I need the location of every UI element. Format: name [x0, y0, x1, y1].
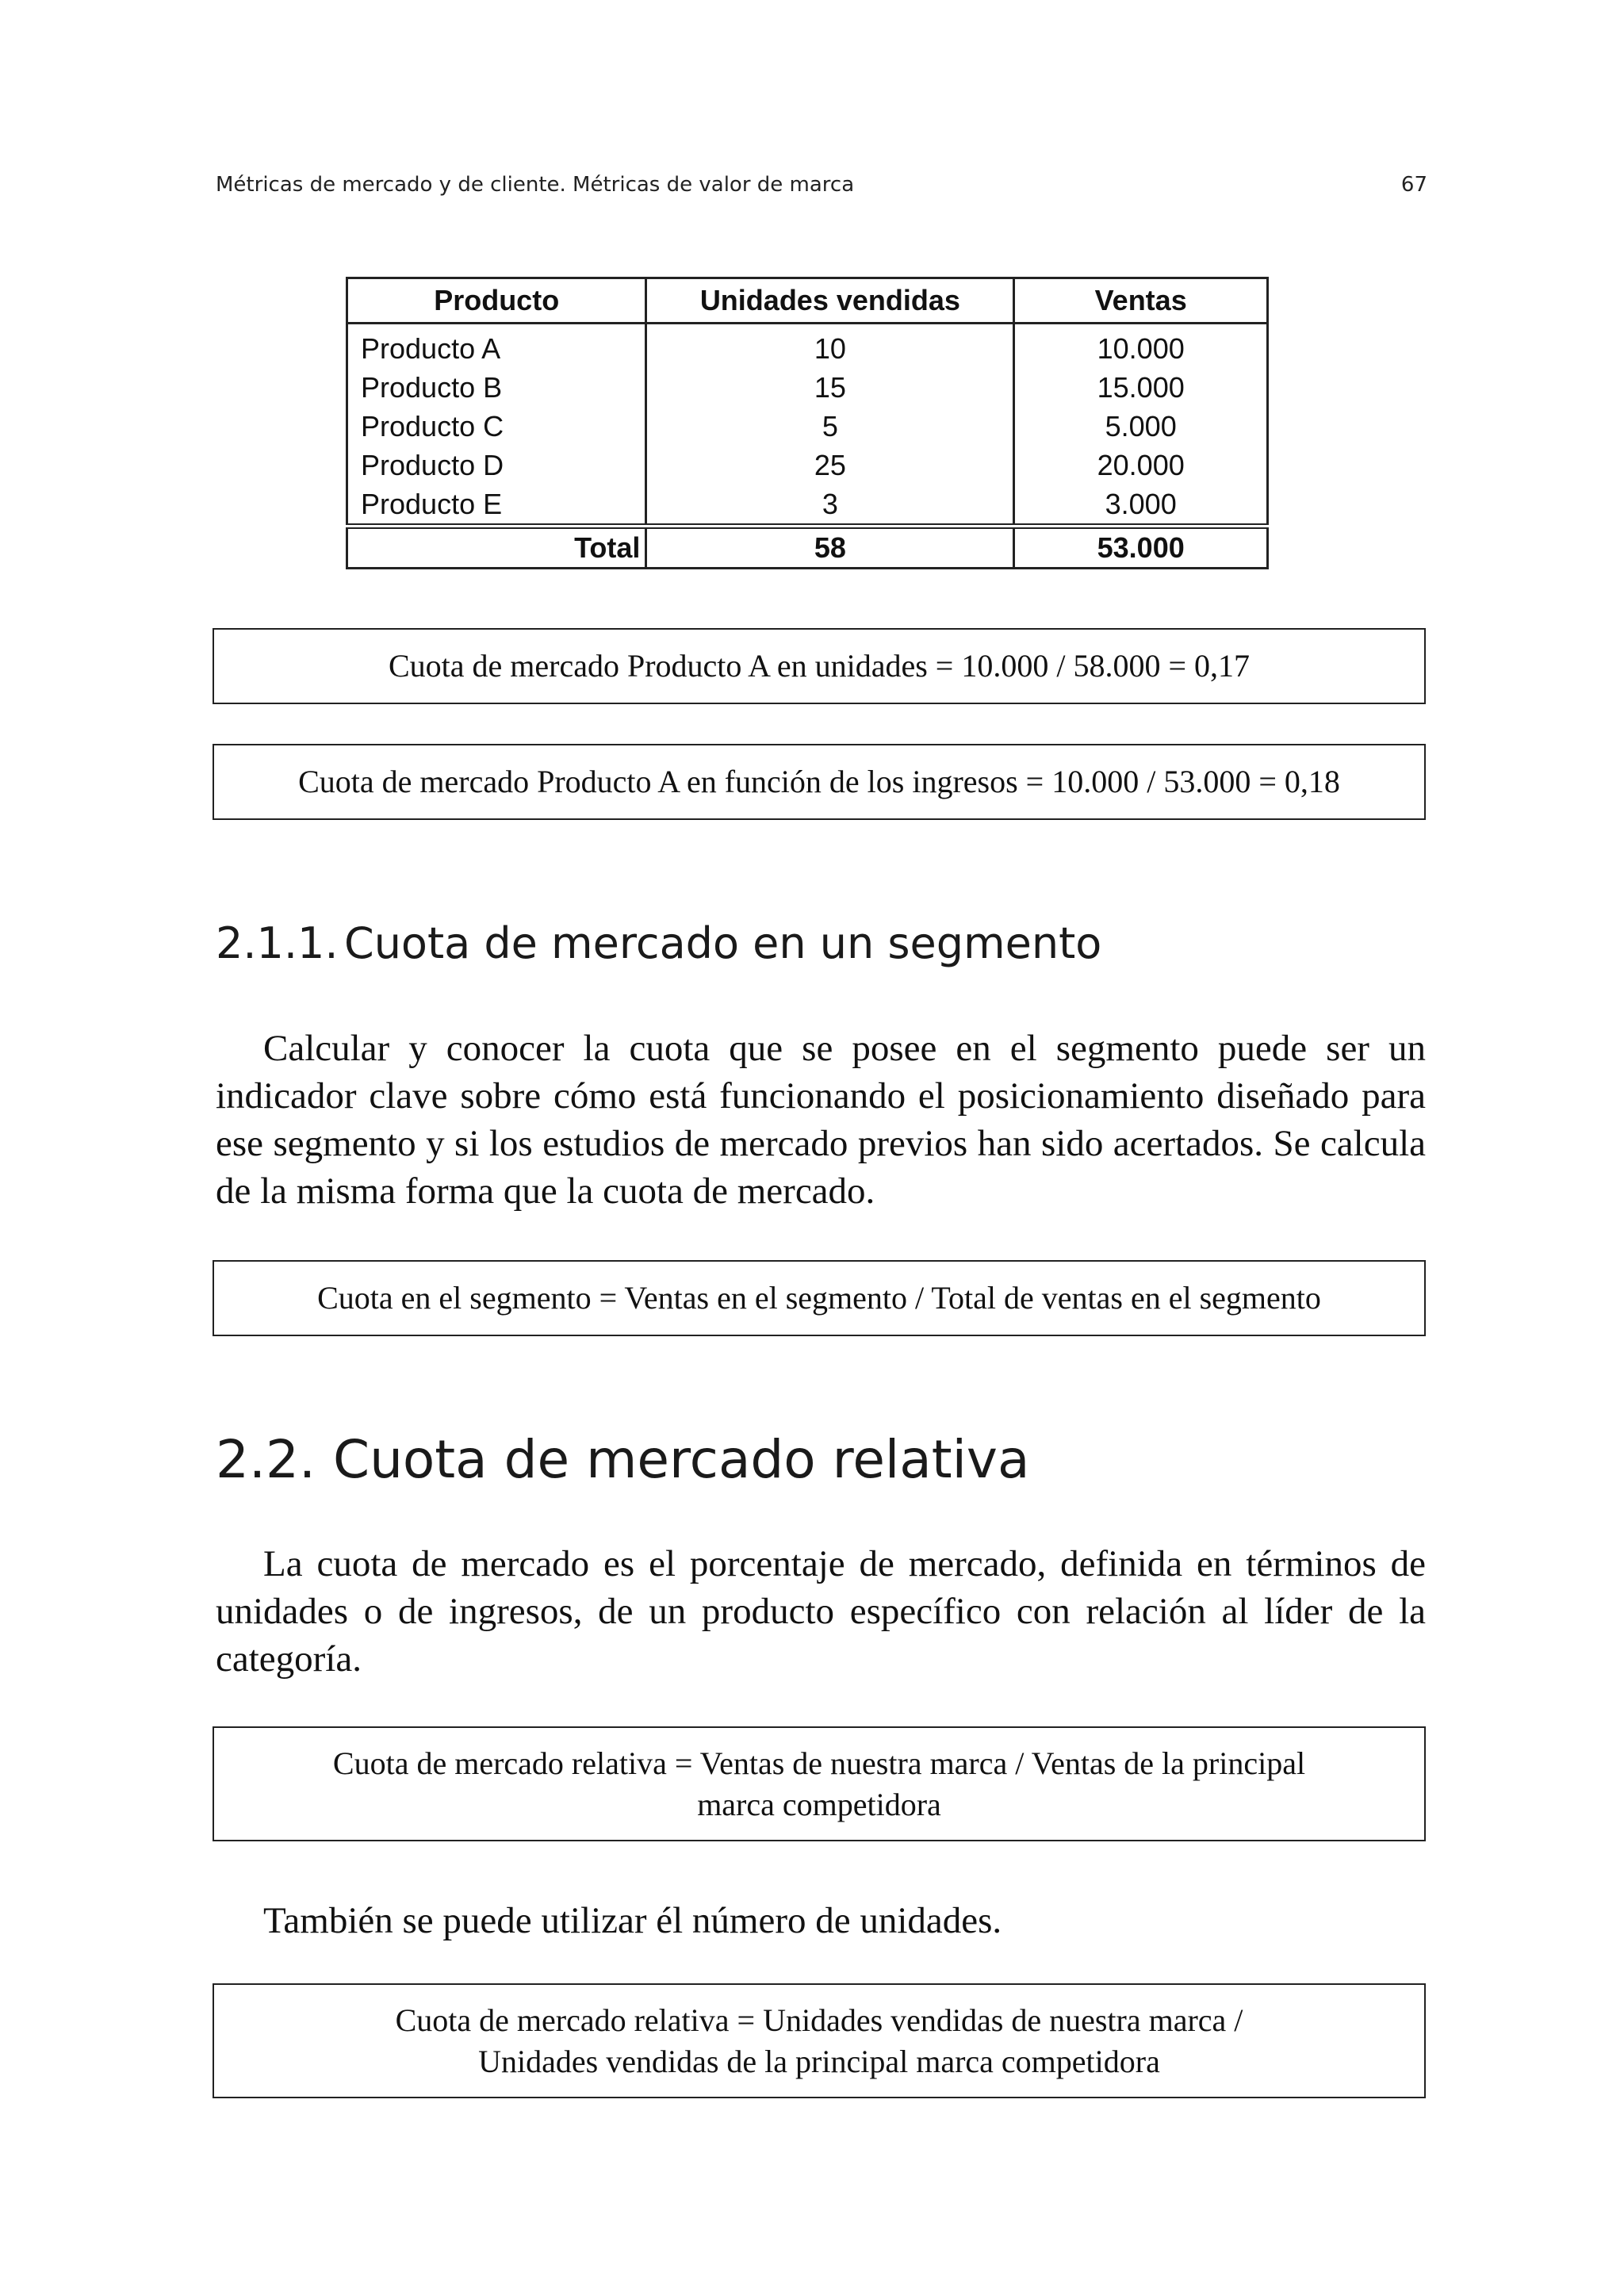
product-cell: Producto C [347, 407, 646, 446]
units-cell: 3 [646, 485, 1014, 527]
section-number: 2.1.1. [216, 918, 339, 968]
formula-box-segment-share [213, 1260, 1426, 1336]
sales-cell: 10.000 [1014, 324, 1268, 369]
table-row [347, 446, 1268, 485]
section-title: Cuota de mercado en un segmento [344, 918, 1102, 968]
units-cell: 10 [646, 324, 1014, 369]
formula-box-relative-units [213, 1983, 1426, 2098]
formula-box-relative-sales [213, 1726, 1426, 1841]
formula-text: Cuota de mercado relativa = Ventas de nuestra marca / Ventas de la principal marca competidora [332, 1745, 1306, 1822]
units-note: También se puede utilizar él número de unidades. [263, 1900, 1002, 1941]
sales-cell: 15.000 [1014, 368, 1268, 407]
units-cell: 15 [646, 368, 1014, 407]
table-row [347, 324, 1268, 369]
total-label: Total [347, 527, 646, 569]
page-number: 67 [1400, 173, 1427, 197]
running-header [216, 173, 1427, 197]
section-heading-segment [216, 918, 1101, 968]
table-row [347, 368, 1268, 407]
total-sales: 53.000 [1014, 527, 1268, 569]
table-total-row [347, 527, 1268, 569]
formula-text: Cuota de mercado Producto A en unidades = 10.000 / 58.000 = 0,17 [388, 648, 1251, 684]
total-units: 58 [646, 527, 1014, 569]
formula-box-share-units [213, 628, 1426, 704]
section-number: 2.2. [216, 1429, 316, 1490]
formula-text: Cuota de mercado relativa = Unidades vendidas de nuestra marca / Unidades vendidas de la principal marca competidora [395, 2002, 1243, 2079]
running-title: Métricas de mercado y de cliente. Métricas de valor de marca [216, 173, 855, 197]
formula-text: Cuota en el segmento = Ventas en el segmento / Total de ventas en el segmento [317, 1280, 1321, 1316]
product-cell: Producto A [347, 324, 646, 369]
column-header-units: Unidades vendidas [646, 278, 1014, 324]
sales-cell: 20.000 [1014, 446, 1268, 485]
section-title: Cuota de mercado relativa [333, 1429, 1030, 1490]
product-cell: Producto B [347, 368, 646, 407]
table-row [347, 407, 1268, 446]
units-cell: 5 [646, 407, 1014, 446]
sales-cell: 5.000 [1014, 407, 1268, 446]
formula-box-share-revenue [213, 744, 1426, 820]
product-cell: Producto D [347, 446, 646, 485]
column-header-product: Producto [347, 278, 646, 324]
sales-table [346, 277, 1269, 569]
table-row [347, 485, 1268, 527]
relative-paragraph: La cuota de mercado es el porcentaje de mercado, definida en términos de unidades o de ingresos, de un producto específico con relación al líder de la categoría. [216, 1543, 1426, 1680]
product-cell: Producto E [347, 485, 646, 527]
section-heading-relative [216, 1429, 1029, 1490]
sales-cell: 3.000 [1014, 485, 1268, 527]
formula-text: Cuota de mercado Producto A en función de los ingresos = 10.000 / 53.000 = 0,18 [298, 764, 1340, 799]
units-cell: 25 [646, 446, 1014, 485]
segment-paragraph: Calcular y conocer la cuota que se posee en el segmento puede ser un indicador clave sobre cómo está funcionando el posicionamiento diseñado para ese segmento y si los estudios de mercado previos han sido acertados. Se calcula de la misma forma que la cuota de mercado. [216, 1028, 1426, 1212]
column-header-sales: Ventas [1014, 278, 1268, 324]
table-header-row [347, 278, 1268, 324]
